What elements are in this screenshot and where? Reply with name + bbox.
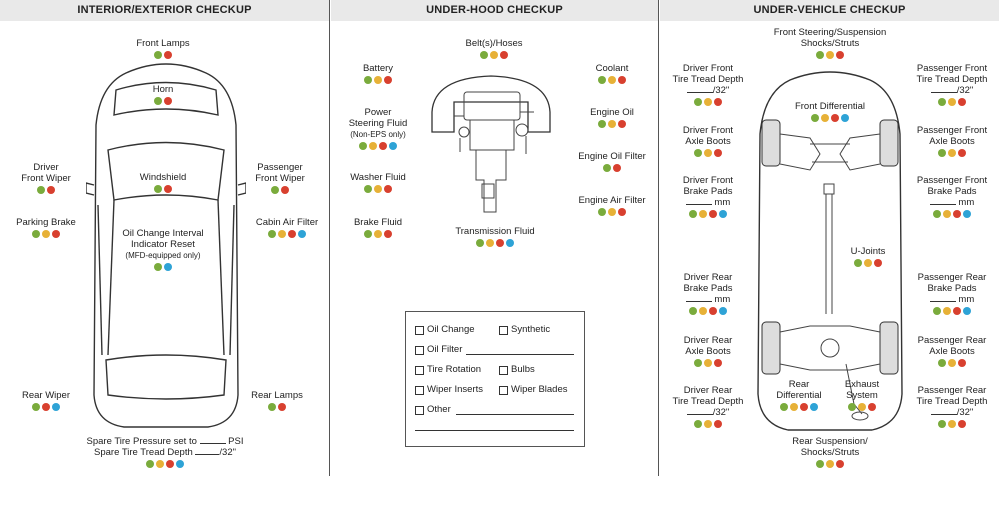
blue-dot[interactable] bbox=[298, 230, 306, 238]
tread-unit: /32" bbox=[712, 407, 730, 418]
green-dot[interactable] bbox=[694, 98, 702, 106]
green-dot[interactable] bbox=[598, 76, 606, 84]
rear-suspension-item bbox=[770, 436, 890, 468]
engine-oil-item bbox=[572, 107, 652, 128]
driver-front-pads-label: Driver Front bbox=[682, 175, 734, 186]
transmission-fluid-label: Transmission Fluid bbox=[455, 226, 535, 237]
yellow-dot[interactable] bbox=[608, 208, 616, 216]
blue-dot[interactable] bbox=[963, 307, 971, 315]
oil-change-interval-item bbox=[103, 228, 223, 271]
red-dot[interactable] bbox=[953, 307, 961, 315]
red-dot[interactable] bbox=[278, 403, 286, 411]
mm-unit: mm bbox=[714, 197, 731, 208]
engine-air-filter-item bbox=[568, 195, 656, 216]
yellow-dot[interactable] bbox=[490, 51, 498, 59]
passenger-rear-pads-label-2: Brake Pads bbox=[927, 283, 977, 294]
yellow-dot[interactable] bbox=[704, 359, 712, 367]
rear-differential-label: Rear bbox=[788, 379, 810, 390]
red-dot[interactable] bbox=[874, 259, 882, 267]
horn-label: Horn bbox=[152, 84, 174, 95]
yellow-dot[interactable] bbox=[948, 149, 956, 157]
red-dot[interactable] bbox=[958, 420, 966, 428]
green-dot[interactable] bbox=[933, 210, 941, 218]
driver-rear-pads-label: Driver Rear bbox=[683, 272, 733, 283]
other-label: Other bbox=[427, 404, 451, 415]
yellow-dot[interactable] bbox=[948, 359, 956, 367]
green-dot[interactable] bbox=[816, 460, 824, 468]
red-dot[interactable] bbox=[281, 186, 289, 194]
green-dot[interactable] bbox=[938, 149, 946, 157]
driver-rear-axle-boots-item bbox=[664, 335, 752, 367]
red-dot[interactable] bbox=[613, 164, 621, 172]
engine-air-filter-label: Engine Air Filter bbox=[578, 195, 646, 206]
yellow-dot[interactable] bbox=[42, 230, 50, 238]
red-dot[interactable] bbox=[836, 460, 844, 468]
driver-front-tire-tread-item bbox=[664, 63, 752, 106]
spare-pressure-label: Spare Tire Pressure set to bbox=[86, 436, 197, 447]
red-dot[interactable] bbox=[384, 76, 392, 84]
driver-front-pads-label-2: Brake Pads bbox=[683, 186, 733, 197]
other-blank-line-2[interactable] bbox=[415, 430, 574, 431]
passenger-rear-pads-label: Passenger Rear bbox=[917, 272, 987, 283]
driver-rear-boots-label-2: Axle Boots bbox=[685, 346, 731, 357]
driver-front-wiper-label: Driver bbox=[33, 162, 59, 173]
rear-differential-item bbox=[764, 379, 834, 411]
red-dot[interactable] bbox=[52, 230, 60, 238]
green-dot[interactable] bbox=[694, 149, 702, 157]
passenger-front-tread-blank[interactable] bbox=[931, 92, 957, 93]
red-dot[interactable] bbox=[166, 460, 174, 468]
rear-suspension-label-2: Shocks/Struts bbox=[800, 447, 860, 458]
passenger-rear-tread-label-2: Tire Tread Depth bbox=[916, 396, 988, 407]
power-steering-note: (Non-EPS only) bbox=[350, 130, 406, 139]
green-dot[interactable] bbox=[364, 185, 372, 193]
battery-item bbox=[338, 63, 418, 84]
blue-dot[interactable] bbox=[164, 263, 172, 271]
driver-front-wiper-label-2: Front Wiper bbox=[21, 173, 71, 184]
green-dot[interactable] bbox=[938, 359, 946, 367]
yellow-dot[interactable] bbox=[943, 210, 951, 218]
brake-fluid-label: Brake Fluid bbox=[353, 217, 403, 228]
brake-fluid-item bbox=[336, 217, 420, 238]
red-dot[interactable] bbox=[618, 76, 626, 84]
green-dot[interactable] bbox=[154, 185, 162, 193]
passenger-rear-pads-blank[interactable] bbox=[930, 301, 956, 302]
driver-front-axle-boots-item bbox=[664, 125, 752, 157]
yellow-dot[interactable] bbox=[948, 98, 956, 106]
tread-unit: /32" bbox=[956, 85, 974, 96]
passenger-front-pads-label: Passenger Front bbox=[916, 175, 988, 186]
driver-rear-tread-label-2: Tire Tread Depth bbox=[672, 396, 744, 407]
exhaust-system-item bbox=[830, 379, 894, 411]
blue-dot[interactable] bbox=[963, 210, 971, 218]
oil-filter-checkbox[interactable] bbox=[415, 346, 424, 355]
green-dot[interactable] bbox=[364, 76, 372, 84]
driver-front-brake-pads-item bbox=[664, 175, 752, 218]
green-dot[interactable] bbox=[694, 420, 702, 428]
blue-dot[interactable] bbox=[176, 460, 184, 468]
column-divider bbox=[329, 0, 330, 476]
blue-dot[interactable] bbox=[52, 403, 60, 411]
yellow-dot[interactable] bbox=[858, 403, 866, 411]
driver-front-wiper-item bbox=[0, 162, 92, 194]
red-dot[interactable] bbox=[800, 403, 808, 411]
bulbs-checkbox[interactable] bbox=[499, 366, 508, 375]
green-dot[interactable] bbox=[938, 98, 946, 106]
yellow-dot[interactable] bbox=[948, 420, 956, 428]
red-dot[interactable] bbox=[164, 51, 172, 59]
header-interior-exterior: INTERIOR/EXTERIOR CHECKUP bbox=[0, 0, 329, 21]
passenger-front-pads-label-2: Brake Pads bbox=[927, 186, 977, 197]
green-dot[interactable] bbox=[268, 230, 276, 238]
green-dot[interactable] bbox=[271, 186, 279, 194]
oil-filter-label: Oil Filter bbox=[427, 344, 463, 355]
passenger-front-pads-blank[interactable] bbox=[930, 204, 956, 205]
red-dot[interactable] bbox=[958, 359, 966, 367]
yellow-dot[interactable] bbox=[790, 403, 798, 411]
passenger-front-boots-label-2: Axle Boots bbox=[929, 136, 975, 147]
yellow-dot[interactable] bbox=[278, 230, 286, 238]
red-dot[interactable] bbox=[714, 359, 722, 367]
yellow-dot[interactable] bbox=[704, 420, 712, 428]
red-dot[interactable] bbox=[164, 185, 172, 193]
red-dot[interactable] bbox=[618, 120, 626, 128]
oil-change-interval-note: (MFD-equipped only) bbox=[125, 251, 201, 260]
passenger-front-boots-label: Passenger Front bbox=[916, 125, 988, 136]
engine-oil-label: Engine Oil bbox=[590, 107, 634, 118]
coolant-item bbox=[572, 63, 652, 84]
red-dot[interactable] bbox=[379, 142, 387, 150]
green-dot[interactable] bbox=[598, 120, 606, 128]
green-dot[interactable] bbox=[848, 403, 856, 411]
rear-differential-label-2: Differential bbox=[776, 390, 822, 401]
yellow-dot[interactable] bbox=[374, 76, 382, 84]
u-joints-label: U-Joints bbox=[850, 246, 886, 257]
passenger-front-tread-label-2: Tire Tread Depth bbox=[916, 74, 988, 85]
tread-unit: /32" bbox=[712, 85, 730, 96]
red-dot[interactable] bbox=[288, 230, 296, 238]
psi-unit: PSI bbox=[228, 436, 244, 447]
front-steering-label-2: Shocks/Struts bbox=[800, 38, 860, 49]
exhaust-label-2: System bbox=[846, 390, 878, 401]
blue-dot[interactable] bbox=[506, 239, 514, 247]
driver-rear-tread-blank[interactable] bbox=[687, 414, 713, 415]
blue-dot[interactable] bbox=[389, 142, 397, 150]
spare-tread-label: Spare Tire Tread Depth bbox=[94, 447, 193, 458]
red-dot[interactable] bbox=[500, 51, 508, 59]
passenger-front-wiper-label: Passenger bbox=[257, 162, 303, 173]
green-dot[interactable] bbox=[694, 359, 702, 367]
washer-fluid-item bbox=[336, 172, 420, 193]
header-under-vehicle: UNDER-VEHICLE CHECKUP bbox=[660, 0, 999, 21]
front-steering-suspension-item bbox=[760, 27, 900, 59]
driver-front-boots-label: Driver Front bbox=[682, 125, 734, 136]
service-checklist bbox=[405, 311, 585, 447]
red-dot[interactable] bbox=[709, 307, 717, 315]
green-dot[interactable] bbox=[154, 263, 162, 271]
windshield-item bbox=[113, 172, 213, 193]
yellow-dot[interactable] bbox=[608, 120, 616, 128]
red-dot[interactable] bbox=[836, 51, 844, 59]
oil-filter-blank[interactable] bbox=[466, 344, 574, 355]
rear-lamps-item bbox=[234, 390, 320, 411]
tire-rotation-label: Tire Rotation bbox=[427, 364, 482, 375]
front-lamps-item bbox=[113, 38, 213, 59]
red-dot[interactable] bbox=[953, 210, 961, 218]
driver-rear-pads-blank[interactable] bbox=[686, 301, 712, 302]
header-under-hood: UNDER-HOOD CHECKUP bbox=[331, 0, 658, 21]
green-dot[interactable] bbox=[689, 307, 697, 315]
green-dot[interactable] bbox=[780, 403, 788, 411]
blue-dot[interactable] bbox=[841, 114, 849, 122]
passenger-front-axle-boots-item bbox=[906, 125, 998, 157]
green-dot[interactable] bbox=[689, 210, 697, 218]
bulbs-label: Bulbs bbox=[511, 364, 535, 375]
mm-unit: mm bbox=[958, 197, 975, 208]
front-differential-item bbox=[780, 101, 880, 122]
belts-hoses-item bbox=[444, 38, 544, 59]
rear-lamps-label: Rear Lamps bbox=[251, 390, 303, 401]
oil-change-interval-label: Oil Change Interval bbox=[122, 228, 204, 239]
red-dot[interactable] bbox=[47, 186, 55, 194]
engine-bay-illustration bbox=[424, 72, 558, 222]
passenger-front-brake-pads-item bbox=[906, 175, 998, 218]
red-dot[interactable] bbox=[868, 403, 876, 411]
cabin-air-filter-item bbox=[244, 217, 330, 238]
driver-front-tread-label: Driver Front bbox=[682, 63, 734, 74]
yellow-dot[interactable] bbox=[821, 114, 829, 122]
tread-unit: /32" bbox=[219, 447, 236, 458]
red-dot[interactable] bbox=[384, 230, 392, 238]
blue-dot[interactable] bbox=[810, 403, 818, 411]
passenger-front-tread-label: Passenger Front bbox=[916, 63, 988, 74]
red-dot[interactable] bbox=[709, 210, 717, 218]
yellow-dot[interactable] bbox=[374, 185, 382, 193]
spare-pressure-blank[interactable] bbox=[200, 443, 226, 444]
horn-item bbox=[113, 84, 213, 105]
cabin-air-filter-label: Cabin Air Filter bbox=[255, 217, 319, 228]
wiper-blades-label: Wiper Blades bbox=[511, 384, 568, 395]
yellow-dot[interactable] bbox=[699, 210, 707, 218]
power-steering-fluid-item bbox=[336, 107, 420, 150]
other-blank[interactable] bbox=[456, 404, 574, 415]
column-divider bbox=[658, 0, 659, 476]
passenger-front-wiper-item bbox=[234, 162, 326, 194]
passenger-rear-tread-label: Passenger Rear bbox=[917, 385, 987, 396]
driver-rear-boots-label: Driver Rear bbox=[683, 335, 733, 346]
rear-suspension-label: Rear Suspension/ bbox=[792, 436, 868, 447]
green-dot[interactable] bbox=[603, 164, 611, 172]
driver-front-boots-label-2: Axle Boots bbox=[685, 136, 731, 147]
green-dot[interactable] bbox=[816, 51, 824, 59]
yellow-dot[interactable] bbox=[369, 142, 377, 150]
parking-brake-label: Parking Brake bbox=[16, 217, 76, 228]
red-dot[interactable] bbox=[42, 403, 50, 411]
green-dot[interactable] bbox=[359, 142, 367, 150]
yellow-dot[interactable] bbox=[699, 307, 707, 315]
windshield-label: Windshield bbox=[139, 172, 187, 183]
exhaust-label: Exhaust bbox=[844, 379, 880, 390]
green-dot[interactable] bbox=[154, 51, 162, 59]
parking-brake-item bbox=[0, 217, 92, 238]
oil-change-interval-label-2: Indicator Reset bbox=[131, 239, 195, 250]
passenger-front-tire-tread-item bbox=[906, 63, 998, 106]
green-dot[interactable] bbox=[146, 460, 154, 468]
passenger-rear-boots-label-2: Axle Boots bbox=[929, 346, 975, 357]
other-checkbox[interactable] bbox=[415, 406, 424, 415]
driver-rear-tire-tread-item bbox=[664, 385, 752, 428]
driver-front-pads-blank[interactable] bbox=[686, 204, 712, 205]
yellow-dot[interactable] bbox=[864, 259, 872, 267]
rear-wiper-label: Rear Wiper bbox=[21, 390, 71, 401]
passenger-front-wiper-label-2: Front Wiper bbox=[255, 173, 305, 184]
yellow-dot[interactable] bbox=[826, 51, 834, 59]
yellow-dot[interactable] bbox=[704, 149, 712, 157]
green-dot[interactable] bbox=[32, 230, 40, 238]
washer-fluid-label: Washer Fluid bbox=[350, 172, 406, 183]
red-dot[interactable] bbox=[714, 420, 722, 428]
red-dot[interactable] bbox=[958, 149, 966, 157]
red-dot[interactable] bbox=[164, 97, 172, 105]
green-dot[interactable] bbox=[598, 208, 606, 216]
yellow-dot[interactable] bbox=[943, 307, 951, 315]
green-dot[interactable] bbox=[364, 230, 372, 238]
yellow-dot[interactable] bbox=[826, 460, 834, 468]
green-dot[interactable] bbox=[476, 239, 484, 247]
green-dot[interactable] bbox=[268, 403, 276, 411]
red-dot[interactable] bbox=[958, 98, 966, 106]
yellow-dot[interactable] bbox=[486, 239, 494, 247]
wiper-inserts-label: Wiper Inserts bbox=[427, 384, 483, 395]
spare-tread-blank[interactable] bbox=[195, 454, 219, 455]
green-dot[interactable] bbox=[933, 307, 941, 315]
yellow-dot[interactable] bbox=[608, 76, 616, 84]
green-dot[interactable] bbox=[154, 97, 162, 105]
synthetic-checkbox[interactable] bbox=[499, 326, 508, 335]
oil-change-checkbox[interactable] bbox=[415, 326, 424, 335]
driver-front-tread-blank[interactable] bbox=[687, 92, 713, 93]
front-differential-label: Front Differential bbox=[794, 101, 866, 112]
yellow-dot[interactable] bbox=[704, 98, 712, 106]
engine-oil-filter-item bbox=[568, 151, 656, 172]
driver-rear-brake-pads-item bbox=[664, 272, 752, 315]
spare-tire-item bbox=[70, 436, 260, 468]
driver-rear-pads-label-2: Brake Pads bbox=[683, 283, 733, 294]
red-dot[interactable] bbox=[714, 98, 722, 106]
u-joints-item bbox=[836, 246, 900, 267]
power-steering-label-2: Steering Fluid bbox=[348, 118, 408, 129]
red-dot[interactable] bbox=[496, 239, 504, 247]
belts-hoses-label: Belt(s)/Hoses bbox=[465, 38, 523, 49]
red-dot[interactable] bbox=[384, 185, 392, 193]
green-dot[interactable] bbox=[480, 51, 488, 59]
passenger-rear-axle-boots-item bbox=[906, 335, 998, 367]
green-dot[interactable] bbox=[938, 420, 946, 428]
power-steering-label: Power bbox=[364, 107, 392, 118]
red-dot[interactable] bbox=[714, 149, 722, 157]
rear-wiper-item bbox=[0, 390, 92, 411]
battery-label: Battery bbox=[362, 63, 394, 74]
mm-unit: mm bbox=[958, 294, 975, 305]
engine-oil-filter-label: Engine Oil Filter bbox=[578, 151, 646, 162]
front-lamps-label: Front Lamps bbox=[136, 38, 190, 49]
red-dot[interactable] bbox=[618, 208, 626, 216]
driver-front-tread-label-2: Tire Tread Depth bbox=[672, 74, 744, 85]
tire-rotation-checkbox[interactable] bbox=[415, 366, 424, 375]
green-dot[interactable] bbox=[37, 186, 45, 194]
passenger-rear-tire-tread-item bbox=[906, 385, 998, 428]
green-dot[interactable] bbox=[32, 403, 40, 411]
yellow-dot[interactable] bbox=[156, 460, 164, 468]
blue-dot[interactable] bbox=[719, 210, 727, 218]
wiper-inserts-checkbox[interactable] bbox=[415, 386, 424, 395]
red-dot[interactable] bbox=[831, 114, 839, 122]
coolant-label: Coolant bbox=[595, 63, 629, 74]
front-steering-label: Front Steering/Suspension bbox=[773, 27, 887, 38]
blue-dot[interactable] bbox=[719, 307, 727, 315]
yellow-dot[interactable] bbox=[374, 230, 382, 238]
passenger-rear-tread-blank[interactable] bbox=[931, 414, 957, 415]
driver-rear-tread-label: Driver Rear bbox=[683, 385, 733, 396]
green-dot[interactable] bbox=[854, 259, 862, 267]
mm-unit: mm bbox=[714, 294, 731, 305]
synthetic-label: Synthetic bbox=[511, 324, 551, 335]
oil-change-label: Oil Change bbox=[427, 324, 475, 335]
wiper-blades-checkbox[interactable] bbox=[499, 386, 508, 395]
passenger-rear-boots-label: Passenger Rear bbox=[917, 335, 987, 346]
green-dot[interactable] bbox=[811, 114, 819, 122]
transmission-fluid-item bbox=[440, 226, 550, 247]
tread-unit: /32" bbox=[956, 407, 974, 418]
passenger-rear-brake-pads-item bbox=[906, 272, 998, 315]
